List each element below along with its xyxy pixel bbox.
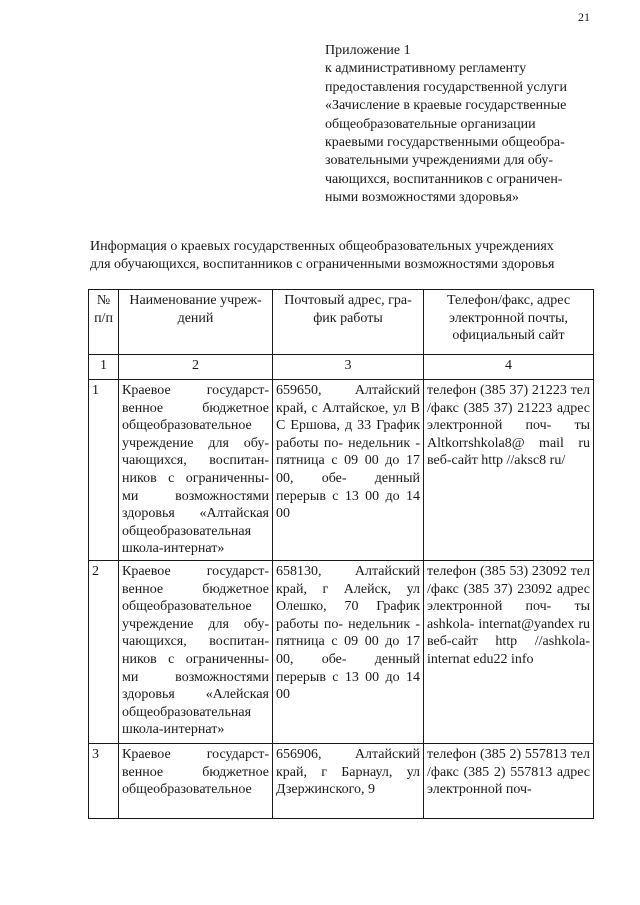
heading-line: Информация о краевых государственных общеобразовательных учреждениях xyxy=(90,239,554,254)
institutions-table xyxy=(88,289,594,819)
column-number: 3 xyxy=(273,355,424,380)
column-number: 4 xyxy=(424,355,594,380)
appendix-line: ными возможностями здоровья» xyxy=(325,190,519,206)
appendix-line: зовательными учреждениями для обу- xyxy=(325,153,554,169)
appendix-block xyxy=(325,42,587,208)
institution-contacts: телефон (385 53) 23092 тел /факс (385 37) 23092 адрес электронной поч- ты ashkola- internat@yandex ru веб-сайт http //ashkola- internat edu22 info xyxy=(424,560,594,743)
institution-contacts: телефон (385 2) 557813 тел /факс (385 2) 557813 адрес электронной поч- xyxy=(424,743,594,818)
appendix-line: к административному регламенту xyxy=(325,61,527,77)
column-number: 1 xyxy=(89,355,119,380)
appendix-line: краевыми государственными общеобра- xyxy=(325,135,565,151)
table-row xyxy=(89,560,594,743)
header-contacts: Телефон/факс, адрес электронной почты, официальный сайт xyxy=(424,290,594,355)
header-name: Наименование учреж- дений xyxy=(119,290,273,355)
column-number: 2 xyxy=(119,355,273,380)
table-row xyxy=(89,743,594,818)
heading-line: для обучающихся, воспитанников с ограниченными возможностями здоровья xyxy=(90,257,555,272)
row-number: 1 xyxy=(89,380,119,561)
row-number: 2 xyxy=(89,560,119,743)
header-address: Почтовый адрес, гра- фик работы xyxy=(273,290,424,355)
institution-name: Краевое государст- венное бюджетное общеобразовательное xyxy=(119,743,273,818)
institution-name: Краевое государст- венное бюджетное общеобразовательное учреждение для обу- чающихся, воспитан- ников с ограниченны- ми возможностями здоровья «Алейская общеобразовательная школа-интернат» xyxy=(119,560,273,743)
table-row xyxy=(89,380,594,561)
appendix-line: общеобразовательные организации xyxy=(325,116,536,132)
table-header-row xyxy=(89,290,594,355)
appendix-line: чающихся, воспитанников с ограничен- xyxy=(325,171,563,187)
column-number-row xyxy=(89,355,594,380)
institution-address: 658130, Алтайский край, г Алейск, ул Олешко, 70 График работы по- недельник - пятница с 09 00 до 17 00, обе- денный перерыв с 13 00 до 14 00 xyxy=(273,560,424,743)
page-number: 21 xyxy=(578,10,590,24)
institution-contacts: телефон (385 37) 21223 тел /факс (385 37) 21223 адрес электронной поч- ты Altkorrshkola8@ mail ru веб-сайт http //aksc8 ru/ xyxy=(424,380,594,561)
appendix-line: предоставления государственной услуги xyxy=(325,79,567,95)
appendix-line: Приложение 1 xyxy=(325,43,411,58)
header-number: № п/п xyxy=(89,290,119,355)
institution-address: 659650, Алтайский край, с Алтайское, ул В С Ершова, д 33 График работы по- недельник - пятница с 09 00 до 17 00, обе- денный перерыв с 13 00 до 14 00 xyxy=(273,380,424,561)
institution-address: 656906, Алтайский край, г Барнаул, ул Дзержинского, 9 xyxy=(273,743,424,818)
document-heading xyxy=(90,238,590,274)
row-number: 3 xyxy=(89,743,119,818)
appendix-line: «Зачисление в краевые государственные xyxy=(325,98,567,114)
institution-name: Краевое государст- венное бюджетное общеобразовательное учреждение для обу- чающихся, воспитан- ников с ограниченны- ми возможностями здоровья «Алтайская общеобразовательная школа-интернат» xyxy=(119,380,273,561)
